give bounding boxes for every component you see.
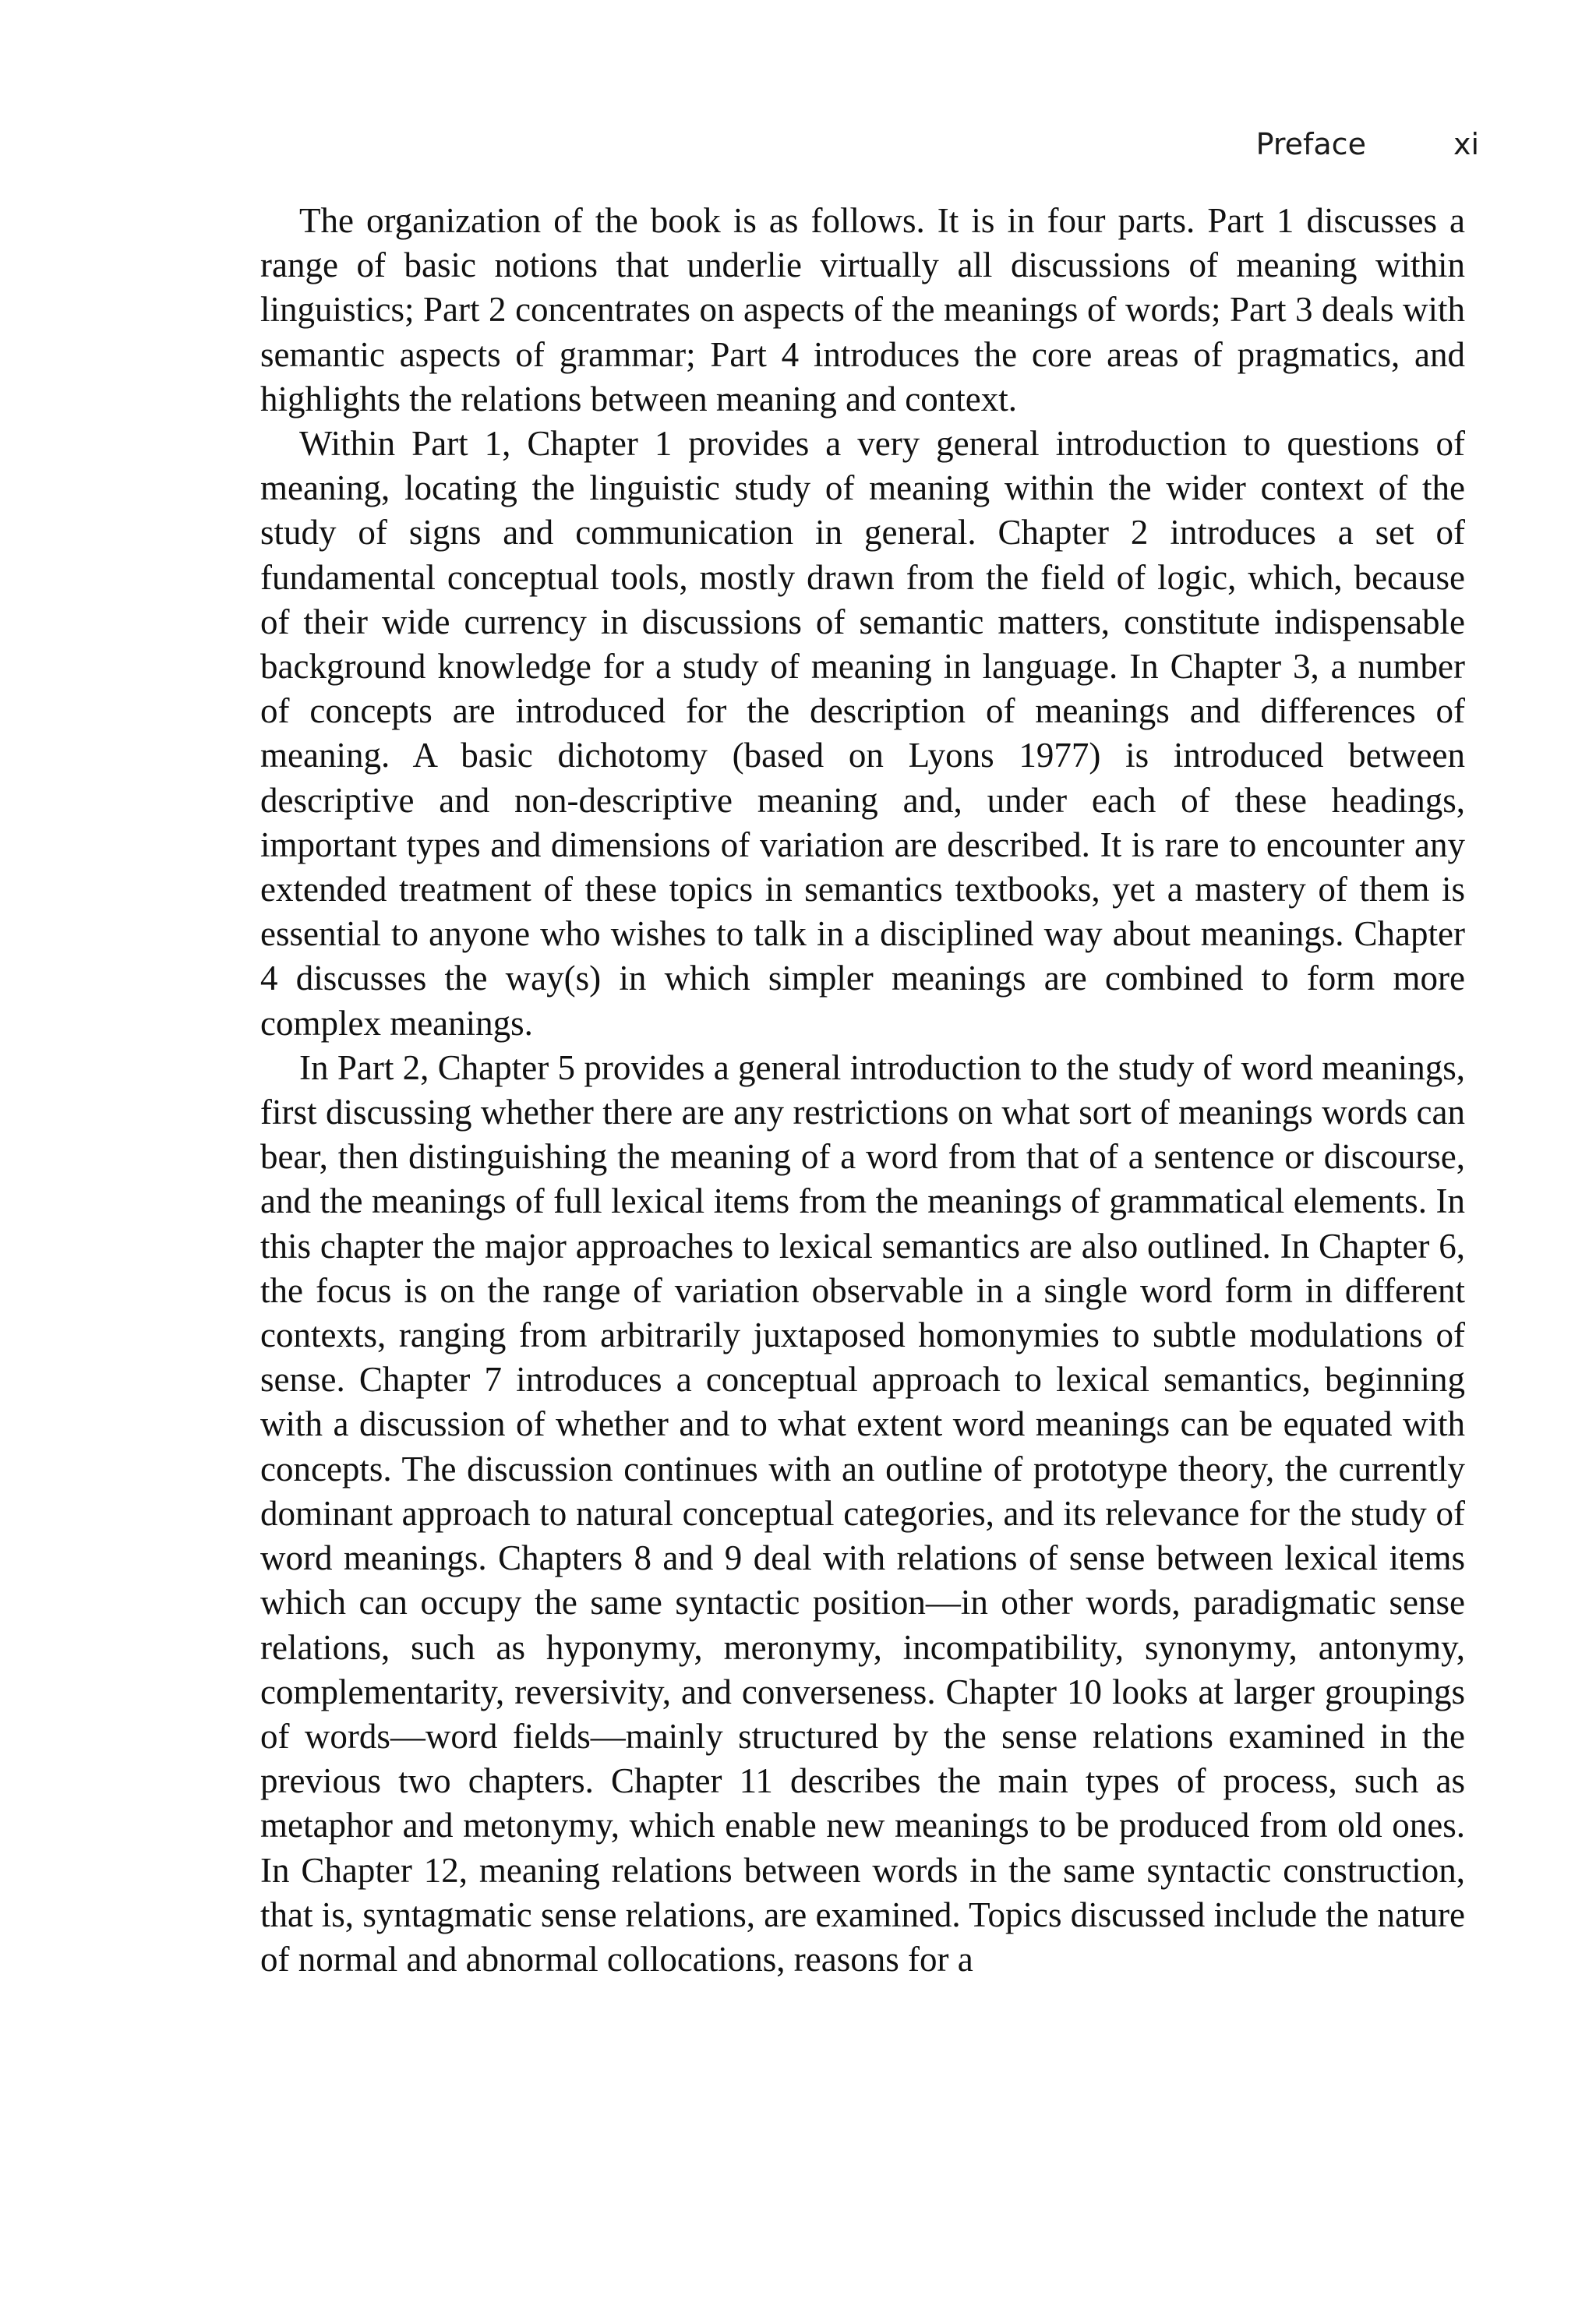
paragraph-part-2: In Part 2, Chapter 5 provides a general introduction to the study of word meanings, first discussing whether there are any restrictions on what sort of meanings words can bear, then distinguishing the meaning of a word from that of a sentence or discourse, and the meanings of full lexical items from the meanings of grammatical elements. In this chapter the major approaches to lexical semantics are also outlined. In Chapter 6, the focus is on the range of variation observable in a single word form in different contexts, ranging from arbitrarily juxtaposed homonymies to subtle modulations of sense. Chapter 7 introduces a conceptual approach to lexical semantics, beginning with a discussion of whether and to what extent word meanings can be equated with concepts. The discussion continues with an outline of prototype theory, the currently dominant approach to natural conceptual categories, and its relevance for the study of word meanings. Chapters 8 and 9 deal with relations of sense between lexical items which can occupy the same syntactic position—in other words, paradigmatic sense relations, such as hyponymy, meronymy, incompatibility, synonymy, antonymy, complementarity, reversivity, and converseness. Chapter 10 looks at larger groupings of words—word fields—mainly structured by the sense relations examined in the previous two chapters. Chapter 11 describes the main types of process, such as metaphor and metonymy, which enable new meanings to be produced from old ones. In Chapter 12, meaning relations between words in the same syntactic construction, that is, syntagmatic sense relations, are examined. Topics discussed include the nature of normal and abnormal collocations, reasons for a	[260, 1047, 1465, 1979]
paragraph-part-1: Within Part 1, Chapter 1 provides a very general introduction to questions of meaning, locating the linguistic study of meaning within the wider context of the study of signs and communication in general. Chapter 2 introduces a set of fundamental conceptual tools, mostly drawn from the field of logic, which, because of their wide currency in discussions of semantic matters, constitute indispensable background knowledge for a study of meaning in language. In Chapter 3, a number of concepts are introduced for the description of meanings and differences of meaning. A basic dichotomy (based on Lyons 1977) is introduced between descriptive and non-descriptive meaning and, under each of these headings, important types and dimensions of variation are described. It is rare to encounter any extended treatment of these topics in semantics textbooks, yet a mastery of them is essential to anyone who wishes to talk in a disciplined way about meanings. Chapter 4 discusses the way(s) in which simpler meanings are combined to form more complex meanings.	[260, 424, 1465, 1043]
running-head	[1256, 127, 1479, 161]
paragraph-organization: The organization of the book is as follows. It is in four parts. Part 1 discusses a range of basic notions that underlie virtually all discussions of meaning within linguistics; Part 2 concentrates on aspects of the meanings of words; Part 3 deals with semantic aspects of grammar; Part 4 introduces the core areas of pragmatics, and highlights the relations between meaning and context.	[260, 201, 1465, 418]
page-number: xi	[1453, 127, 1479, 161]
running-title: Preface	[1255, 127, 1366, 161]
body-text	[260, 199, 1465, 1982]
